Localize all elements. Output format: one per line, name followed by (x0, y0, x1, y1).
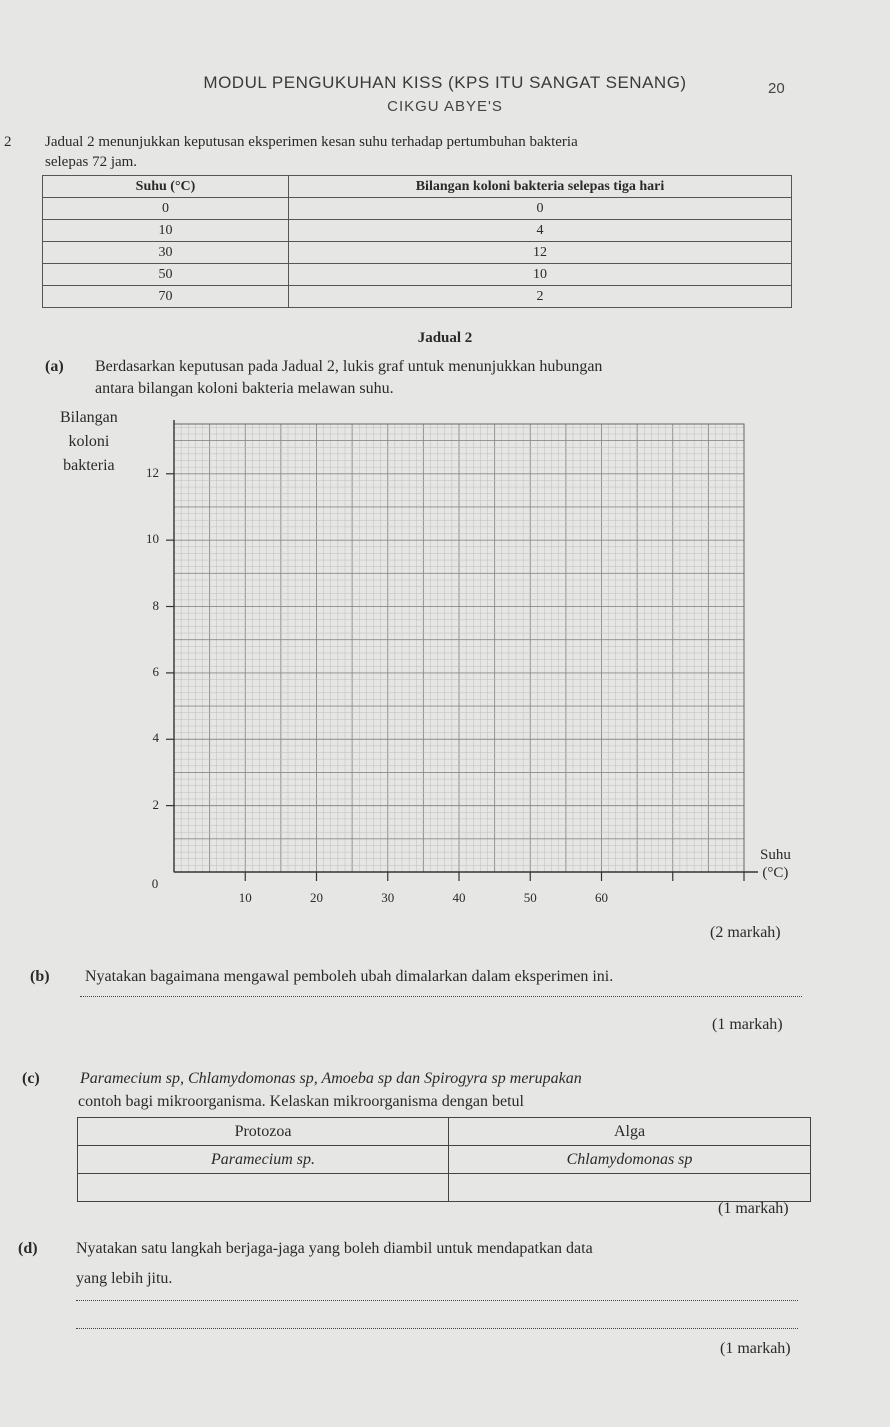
table-caption: Jadual 2 (417, 330, 473, 346)
part-c-label: (c) (22, 1070, 40, 1087)
part-c-marks: (1 markah) (718, 1200, 789, 1217)
cell-colony-count: 4 (289, 220, 792, 242)
classification-header (78, 1118, 811, 1146)
x-tick-label: 10 (238, 890, 252, 905)
part-a-line1: Berdasarkan keputusan pada Jadual 2, lukis graf untuk menunjukkan hubungan (95, 358, 603, 375)
part-a-label: (a) (45, 358, 64, 375)
x-axis-label-line: (°C) (762, 865, 789, 881)
y-tick-label: 8 (152, 597, 159, 613)
question-intro-line2: selepas 72 jam. (45, 154, 138, 170)
x-tick-label: 60 (595, 890, 608, 905)
y-tick-label: 12 (146, 464, 159, 480)
part-c-line2: contoh bagi mikroorganisma. Kelaskan mikroorganisma dengan betul (78, 1093, 524, 1110)
part-c-line1: Paramecium sp, Chlamydomonas sp, Amoeba sp dan Spirogyra sp merupakan (80, 1070, 582, 1087)
part-b-text: Nyatakan bagaimana mengawal pemboleh ubah dimalarkan dalam eksperimen ini. (85, 968, 614, 985)
table-row (78, 1174, 811, 1202)
origin-label: 0 (151, 876, 159, 891)
x-tick-label: 20 (310, 890, 323, 905)
module-subtitle: CIKGU ABYE'S (387, 98, 503, 115)
part-a-line2: antara bilangan koloni bakteria melawan suhu. (95, 380, 394, 397)
page-number: 20 (768, 80, 785, 97)
header-protozoa: Protozoa (78, 1118, 449, 1146)
cell-colony-count: 10 (289, 264, 792, 286)
part-d-marks: (1 markah) (720, 1340, 791, 1357)
y-tick-label: 6 (152, 663, 159, 679)
answer-line-b[interactable] (80, 996, 802, 997)
x-tick-label: 50 (523, 890, 537, 905)
y-axis-label-line: Bilangan (60, 409, 118, 426)
y-tick-label: 2 (152, 796, 159, 812)
classification-table (77, 1117, 811, 1202)
cell-alga-example: Chlamydomonas sp (449, 1146, 811, 1174)
part-d-line1: Nyatakan satu langkah berjaga-jaga yang boleh diambil untuk mendapatkan data (76, 1240, 593, 1257)
cell-temperature: 50 (43, 264, 289, 286)
cell-colony-count: 12 (289, 242, 792, 264)
table-row (78, 1146, 811, 1174)
part-d-line2: yang lebih jitu. (76, 1270, 173, 1287)
cell-colony-count: 2 (289, 286, 792, 308)
part-b-label: (b) (30, 968, 50, 985)
part-d-label: (d) (18, 1240, 38, 1257)
cell-temperature: 30 (43, 242, 289, 264)
header-temperature: Suhu (°C) (43, 176, 289, 198)
y-axis-label-line: koloni (68, 433, 110, 450)
question-intro-line1: Jadual 2 menunjukkan keputusan eksperimen kesan suhu terhadap pertumbuhan bakteria (45, 134, 578, 150)
answer-cell-alga[interactable] (449, 1174, 811, 1202)
y-tick-label: 10 (146, 531, 159, 547)
module-title: MODUL PENGUKUHAN KISS (KPS ITU SANGAT SENANG) (203, 73, 687, 92)
x-tick-label: 30 (381, 890, 395, 905)
y-tick-label: 4 (152, 730, 159, 746)
answer-line-d2[interactable] (76, 1328, 798, 1329)
answer-line-d1[interactable] (76, 1300, 798, 1301)
part-a-marks: (2 markah) (710, 924, 781, 941)
y-axis-label-line: bakteria (63, 457, 115, 474)
x-tick-label: 40 (452, 890, 466, 905)
cell-colony-count: 0 (289, 198, 792, 220)
header-colony-count: Bilangan koloni bakteria selepas tiga hari (289, 176, 792, 198)
question-number: 2 (4, 134, 12, 150)
part-b-marks: (1 markah) (712, 1016, 783, 1033)
x-axis-label-line: Suhu (760, 847, 791, 863)
cell-temperature: 0 (43, 198, 289, 220)
cell-protozoa-example: Paramecium sp. (78, 1146, 449, 1174)
cell-temperature: 70 (43, 286, 289, 308)
header-alga: Alga (449, 1118, 811, 1146)
cell-temperature: 10 (43, 220, 289, 242)
answer-cell-protozoa[interactable] (78, 1174, 449, 1202)
